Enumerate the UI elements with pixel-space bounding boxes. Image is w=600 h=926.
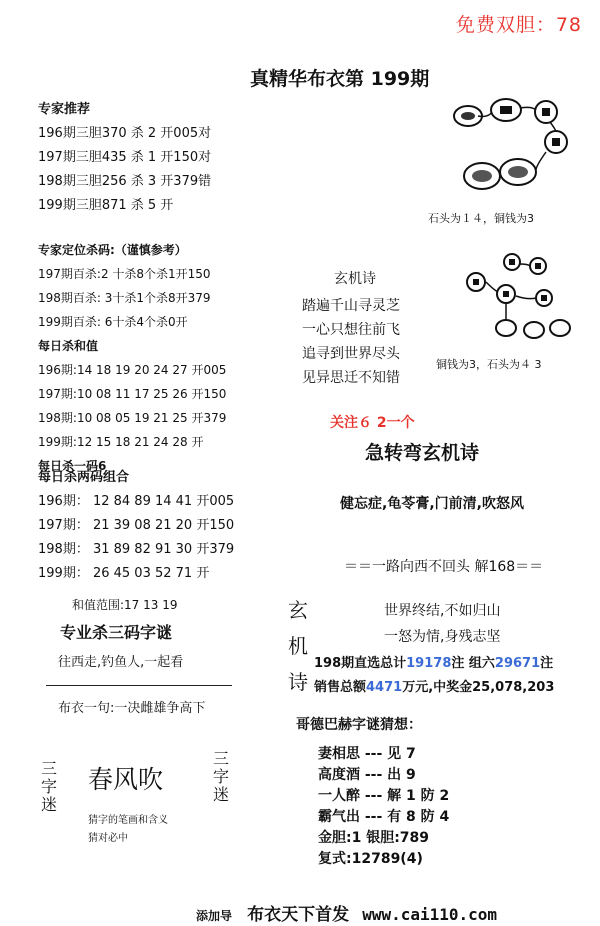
sales-value: 19178 xyxy=(406,656,452,671)
goldbach-line: 金胆:1 银胆:789 xyxy=(318,830,430,846)
goldbach-line: 复式:12789(4) xyxy=(318,851,423,867)
mystic-poem-line: 一心只想往前飞 xyxy=(302,322,400,338)
buyi-line: 布衣一句:一决雌雄争高下 xyxy=(58,701,206,716)
footer-brand: 布衣天下首发 xyxy=(247,905,350,925)
footer-add: 添加导 xyxy=(196,909,233,923)
sharp-turn-answer: 健忘症,龟苓膏,门前清,吹怒风 xyxy=(340,496,524,512)
sales-label: 万元,中奖金25,078,203 xyxy=(402,680,555,695)
daily-sum-section xyxy=(38,334,226,478)
riddle-pro-title: 专业杀三码字谜 xyxy=(60,623,173,642)
expert-heading: 专家推荐 xyxy=(38,102,91,117)
daily-pair-line: 199期： 26 45 03 52 71 开 xyxy=(38,566,210,581)
goldbach-heading: 哥德巴赫字谜猜想： xyxy=(296,717,422,733)
stones-coins-illustration xyxy=(452,96,582,196)
position-kill-heading: 专家定位杀码:（谨慎参考） xyxy=(38,243,187,257)
xuanji-vertical: 玄机诗 xyxy=(288,598,308,694)
goldbach-line: 妻相思 --- 见 7 xyxy=(318,746,416,762)
daily-sum-line: 198期:10 08 05 19 21 25 开379 xyxy=(38,411,227,425)
issue-title: 真精华布衣第 199期 xyxy=(250,68,430,90)
riddle-main: 春风吹 xyxy=(88,765,164,794)
expert-line: 197期三胆435 杀 1 开150对 xyxy=(38,150,212,165)
goldbach-list xyxy=(318,744,449,870)
mystic-poem xyxy=(302,268,400,390)
position-kill-line: 197期百杀:2 十杀8个杀1开150 xyxy=(38,267,211,281)
expert-line: 199期三胆871 杀 5 开 xyxy=(38,198,174,213)
daily-one-kill: 每日杀一码6 xyxy=(38,459,107,473)
coins-stones-illustration xyxy=(456,250,586,350)
expert-line: 196期三胆370 杀 2 开005对 xyxy=(38,126,212,141)
mystic-poem-line: 踏遍千山寻灵芝 xyxy=(302,298,400,314)
xuanji-line: 世界终结,不如归山 xyxy=(384,603,501,619)
mystic-poem-line: 追寻到世界尽头 xyxy=(302,346,400,362)
footer-url[interactable]: www.cai110.com xyxy=(362,905,498,924)
daily-sum-line: 197期:10 08 11 17 25 26 开150 xyxy=(38,387,227,401)
riddle-pro-text: 往西走,钓鱼人,一起看 xyxy=(58,655,184,670)
xuanji-line: 一怒为情,身残志坚 xyxy=(384,629,501,645)
mystic-poem-title: 玄机诗 xyxy=(334,271,376,287)
sales-label: 198期直选总计 xyxy=(314,656,407,671)
sum-range: 和值范围:17 13 19 xyxy=(72,598,178,612)
daily-pair-line: 197期： 21 39 08 21 20 开150 xyxy=(38,518,235,533)
sales-line-1 xyxy=(314,652,553,671)
riddle-note: 猜对必中 xyxy=(88,833,128,844)
expert-line: 198期三胆256 杀 3 开379错 xyxy=(38,174,212,189)
sales-value: 29671 xyxy=(494,656,541,671)
sales-label: 注 xyxy=(540,656,554,671)
sharp-turn-title: 急转弯玄机诗 xyxy=(365,442,480,464)
coins-caption: 铜钱为3，石头为４ 3 xyxy=(436,358,542,371)
daily-sum-heading: 每日杀和值 xyxy=(38,339,99,353)
daily-pair-heading: 每日杀两码组合 xyxy=(38,470,130,485)
sales-value: 4471 xyxy=(366,680,403,695)
footer xyxy=(196,900,497,925)
divider xyxy=(46,685,232,686)
focus-note: 关注６ 2一个 xyxy=(330,415,415,431)
free-double-badge: 免费双胆：78 xyxy=(455,14,582,36)
sales-label: 销售总额 xyxy=(314,680,367,695)
mystic-poem-line: 见异思迁不知错 xyxy=(302,370,400,386)
goldbach-line: 霸气出 --- 有 8 防 4 xyxy=(318,809,450,825)
goldbach-line: 高度酒 --- 出 9 xyxy=(318,767,416,783)
position-kill-line: 198期百杀: 3十杀1个杀8开379 xyxy=(38,291,211,305)
daily-sum-line: 196期:14 18 19 20 24 27 开005 xyxy=(38,363,227,377)
daily-pair-section xyxy=(38,466,234,586)
daily-pair-line: 198期： 31 89 82 91 30 开379 xyxy=(38,542,235,557)
sales-label: 注 组六 xyxy=(451,656,495,671)
riddle-vertical-left: 三字迷 xyxy=(40,759,57,814)
sales-line-2 xyxy=(314,676,554,695)
daily-sum-line: 199期:12 15 18 21 24 28 开 xyxy=(38,435,204,449)
road-line: ＝＝一路向西不回头 解168＝＝ xyxy=(344,559,544,575)
riddle-note: 猜字的笔画和含义 xyxy=(88,815,168,826)
position-kill-section xyxy=(38,238,211,334)
daily-pair-line: 196期： 12 84 89 14 41 开005 xyxy=(38,494,235,509)
riddle-vertical-right: 三字迷 xyxy=(212,749,229,804)
position-kill-line: 199期百杀: 6十杀4个杀0开 xyxy=(38,315,188,329)
expert-section xyxy=(38,98,211,218)
goldbach-line: 一人醉 --- 解 1 防 2 xyxy=(318,788,450,804)
stones-caption: 石头为１４，铜钱为3 xyxy=(428,212,534,225)
